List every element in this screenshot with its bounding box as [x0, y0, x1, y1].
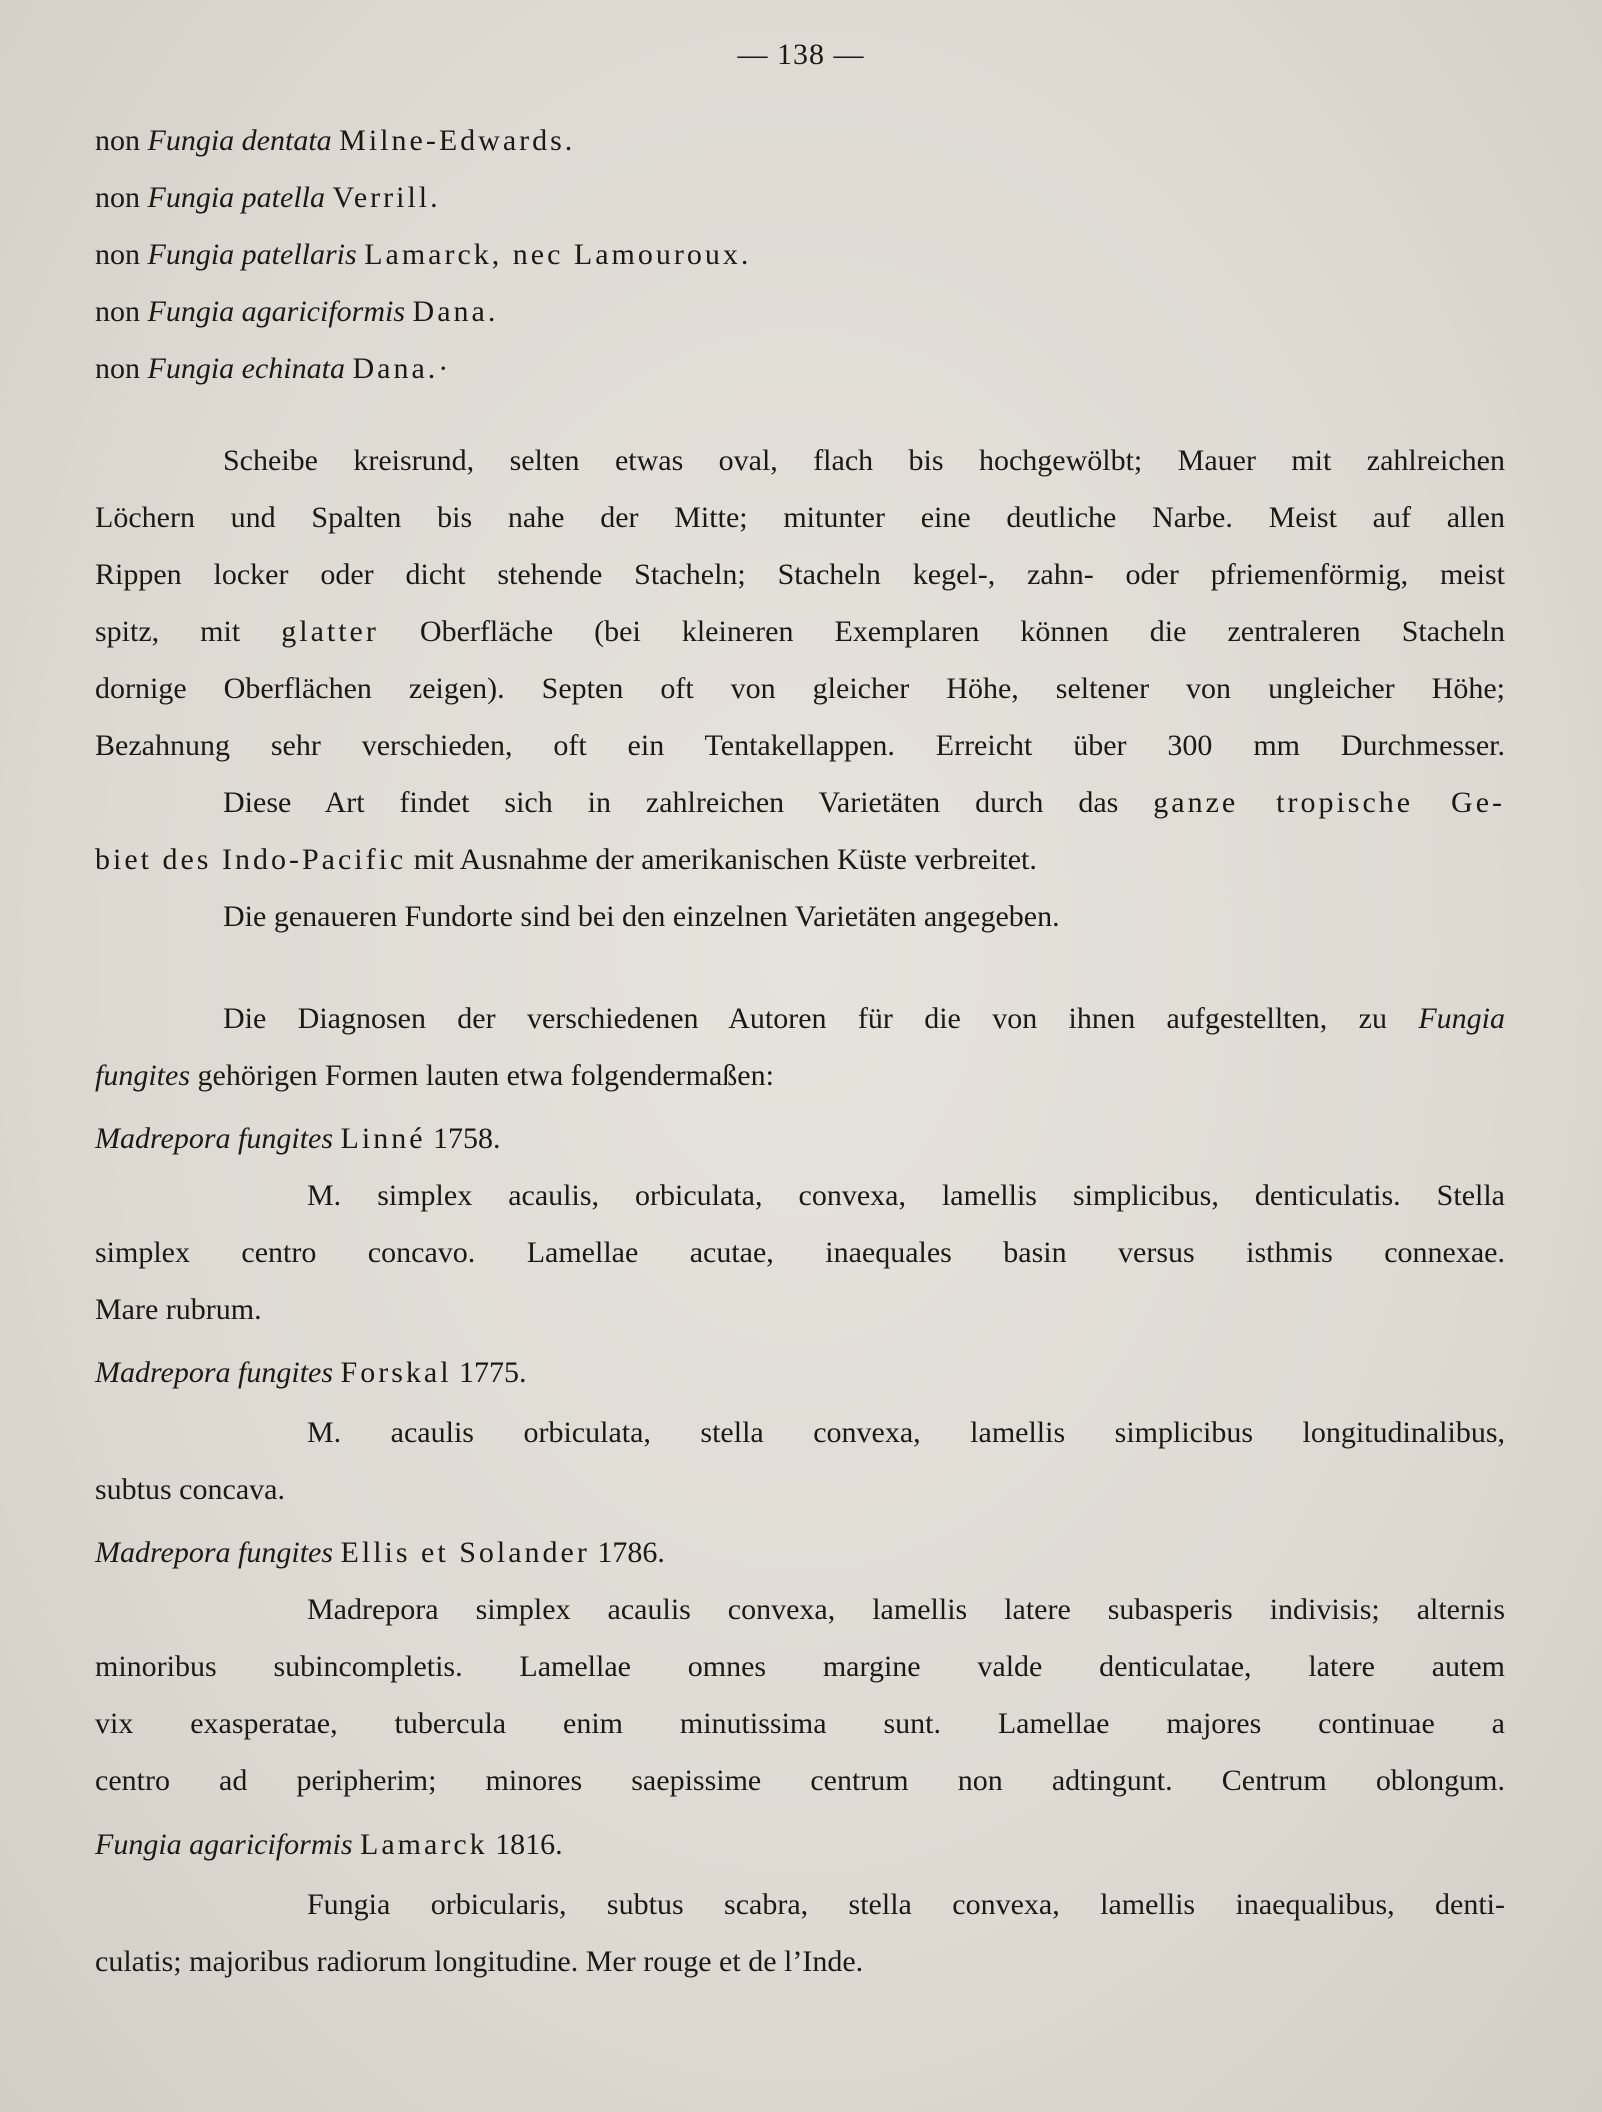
text-line: Die Diagnosen der verschiedenen Autoren für die von ihnen aufgestellten, zu Fungia: [223, 1002, 1506, 1035]
entry-heading: Madrepora fungites Ellis et Solander 1786.: [95, 1536, 665, 1569]
entry-heading: Madrepora fungites Linné 1758.: [95, 1122, 501, 1155]
text-line: Diese Art findet sich in zahlreichen Varietäten durch das ganze tropische Ge-: [223, 786, 1505, 819]
entry-heading: Madrepora fungites Forskal 1775.: [95, 1356, 527, 1389]
synonym-line: non Fungia agariciformis Dana.: [95, 295, 499, 328]
text-line: centro ad peripherim; minores saepissime centrum non adtingunt. Centrum oblongum.: [95, 1764, 1505, 1797]
page-number: — 138 —: [737, 38, 865, 71]
text-line: Mare rubrum.: [95, 1293, 262, 1326]
text-line: minoribus subincompletis. Lamellae omnes margine valde denticulatae, latere autem: [95, 1650, 1505, 1683]
text-line: Löchern und Spalten bis nahe der Mitte; mitunter eine deutliche Narbe. Meist auf allen: [95, 501, 1505, 534]
text-line: Die genaueren Fundorte sind bei den einzelnen Varietäten angegeben.: [223, 900, 1060, 933]
text-line: Madrepora simplex acaulis convexa, lamellis latere subasperis indivisis; alternis: [307, 1593, 1505, 1626]
synonym-line: non Fungia patellaris Lamarck, nec Lamouroux.: [95, 238, 752, 271]
entry-heading: Fungia agariciformis Lamarck 1816.: [95, 1828, 563, 1861]
text-line: spitz, mit glatter Oberfläche (bei kleineren Exemplaren können die zentraleren Stacheln: [95, 615, 1506, 648]
text-line: M. simplex acaulis, orbiculata, convexa, lamellis simplicibus, denticulatis. Stella: [307, 1179, 1505, 1212]
text-line: Scheibe kreisrund, selten etwas oval, flach bis hochgewölbt; Mauer mit zahlreichen: [223, 444, 1505, 477]
text-line: Bezahnung sehr verschieden, oft ein Tentakellappen. Erreicht über 300 mm Durchmesser.: [95, 729, 1505, 762]
text-line: culatis; majoribus radiorum longitudine. Mer rouge et de l’Inde.: [95, 1945, 864, 1978]
text-line: fungites gehörigen Formen lauten etwa folgendermaßen:: [95, 1059, 774, 1092]
text-line: vix exasperatae, tubercula enim minutissima sunt. Lamellae majores continuae a: [95, 1707, 1505, 1740]
text-line: simplex centro concavo. Lamellae acutae, inaequales basin versus isthmis connexae.: [95, 1236, 1505, 1269]
text-line: Rippen locker oder dicht stehende Stacheln; Stacheln kegel-, zahn- oder pfriemenförmig, meist: [95, 558, 1505, 591]
text-line: M. acaulis orbiculata, stella convexa, lamellis simplicibus longitudinalibus,: [307, 1416, 1505, 1449]
text-line: dornige Oberflächen zeigen). Septen oft von gleicher Höhe, seltener von ungleicher Höhe;: [95, 672, 1505, 705]
synonym-line: non Fungia dentata Milne-Edwards.: [95, 124, 576, 157]
text-line: Fungia orbicularis, subtus scabra, stella convexa, lamellis inaequalibus, denti-: [307, 1888, 1505, 1921]
text-line: biet des Indo-Pacific mit Ausnahme der amerikanischen Küste verbreitet.: [95, 843, 1037, 876]
synonym-line: non Fungia patella Verrill.: [95, 181, 441, 214]
text-line: subtus concava.: [95, 1473, 285, 1506]
synonym-line: non Fungia echinata Dana.·: [95, 352, 452, 385]
